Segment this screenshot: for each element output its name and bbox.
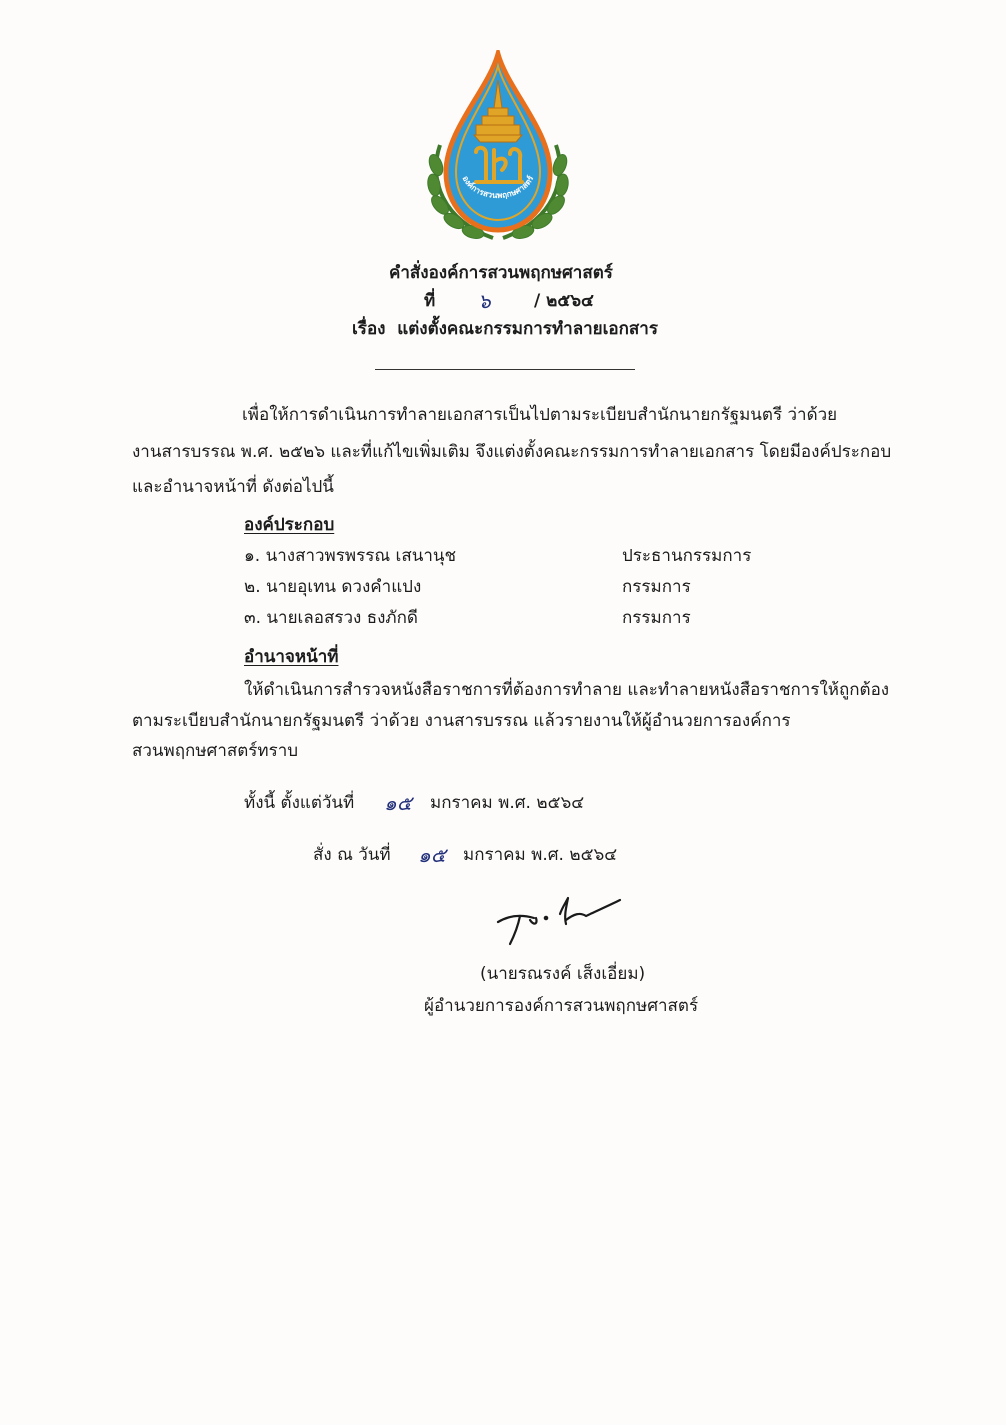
subject-line: [352, 318, 658, 340]
ordered-prefix: สั่ง ณ วันที่: [313, 845, 391, 865]
intro-line-3: และอำนาจหน้าที่ ดังต่อไปนี้: [132, 477, 334, 497]
composition-heading: องค์ประกอบ: [244, 515, 335, 535]
signatory-name: (นายรณรงค์ เส็งเอี่ยม): [480, 964, 646, 984]
order-title: คำสั่งองค์การสวนพฤกษศาสตร์: [389, 263, 613, 283]
signatory-position: ผู้อำนวยการองค์การสวนพฤกษศาสตร์: [424, 996, 699, 1016]
order-number-handwritten: ๖: [478, 289, 491, 313]
member-role: กรรมการ: [622, 577, 691, 597]
duties-line-2: ตามระเบียบสำนักนายกรัฐมนตรี ว่าด้วย งานสารบรรณ แล้วรายงานให้ผู้อำนวยการองค์การ: [132, 711, 791, 731]
emblem-text: องค์การสวนพฤกษศาสตร์: [460, 174, 536, 201]
intro-line-2: งานสารบรรณ พ.ศ. ๒๕๒๖ และที่แก้ไขเพิ่มเติม จึงแต่งตั้งคณะกรรมการทำลายเอกสาร โดยมีองค์ประกอบ: [132, 442, 892, 462]
subject-text: แต่งตั้งคณะกรรมการทำลายเอกสาร: [397, 319, 658, 339]
duties-line-1: ให้ดำเนินการสำรวจหนังสือราชการที่ต้องการทำลาย และทำลายหนังสือราชการให้ถูกต้อง: [244, 680, 890, 700]
duties-heading: อำนาจหน้าที่: [244, 647, 339, 667]
subject-label: เรื่อง: [352, 319, 386, 339]
member-name: ๒. นายอุเทน ดวงคำแปง: [244, 577, 422, 597]
member-name: ๓. นายเลอสรวง ธงภักดี: [244, 608, 418, 628]
effective-day-handwritten: ๑๕: [384, 791, 412, 815]
intro-line-1: เพื่อให้การดำเนินการทำลายเอกสารเป็นไปตามระเบียบสำนักนายกรัฐมนตรี ว่าด้วย: [242, 405, 838, 425]
order-number-year: / ๒๕๖๔: [534, 291, 594, 311]
ordered-suffix: มกราคม พ.ศ. ๒๕๖๔: [463, 845, 618, 865]
handwritten-signature: [490, 890, 630, 950]
ordered-day-handwritten: ๑๕: [418, 843, 446, 867]
header-divider: [375, 369, 635, 370]
organization-emblem-icon: [418, 50, 578, 245]
effective-prefix: ทั้งนี้ ตั้งแต่วันที่: [244, 793, 355, 813]
member-name: ๑. นางสาวพรพรรณ เสนานุช: [244, 546, 457, 566]
duties-line-3: สวนพฤกษศาสตร์ทราบ: [132, 741, 299, 761]
effective-suffix: มกราคม พ.ศ. ๒๕๖๔: [430, 793, 585, 813]
member-role: ประธานกรรมการ: [622, 546, 752, 566]
order-number-label: ที่: [424, 291, 436, 311]
member-role: กรรมการ: [622, 608, 691, 628]
